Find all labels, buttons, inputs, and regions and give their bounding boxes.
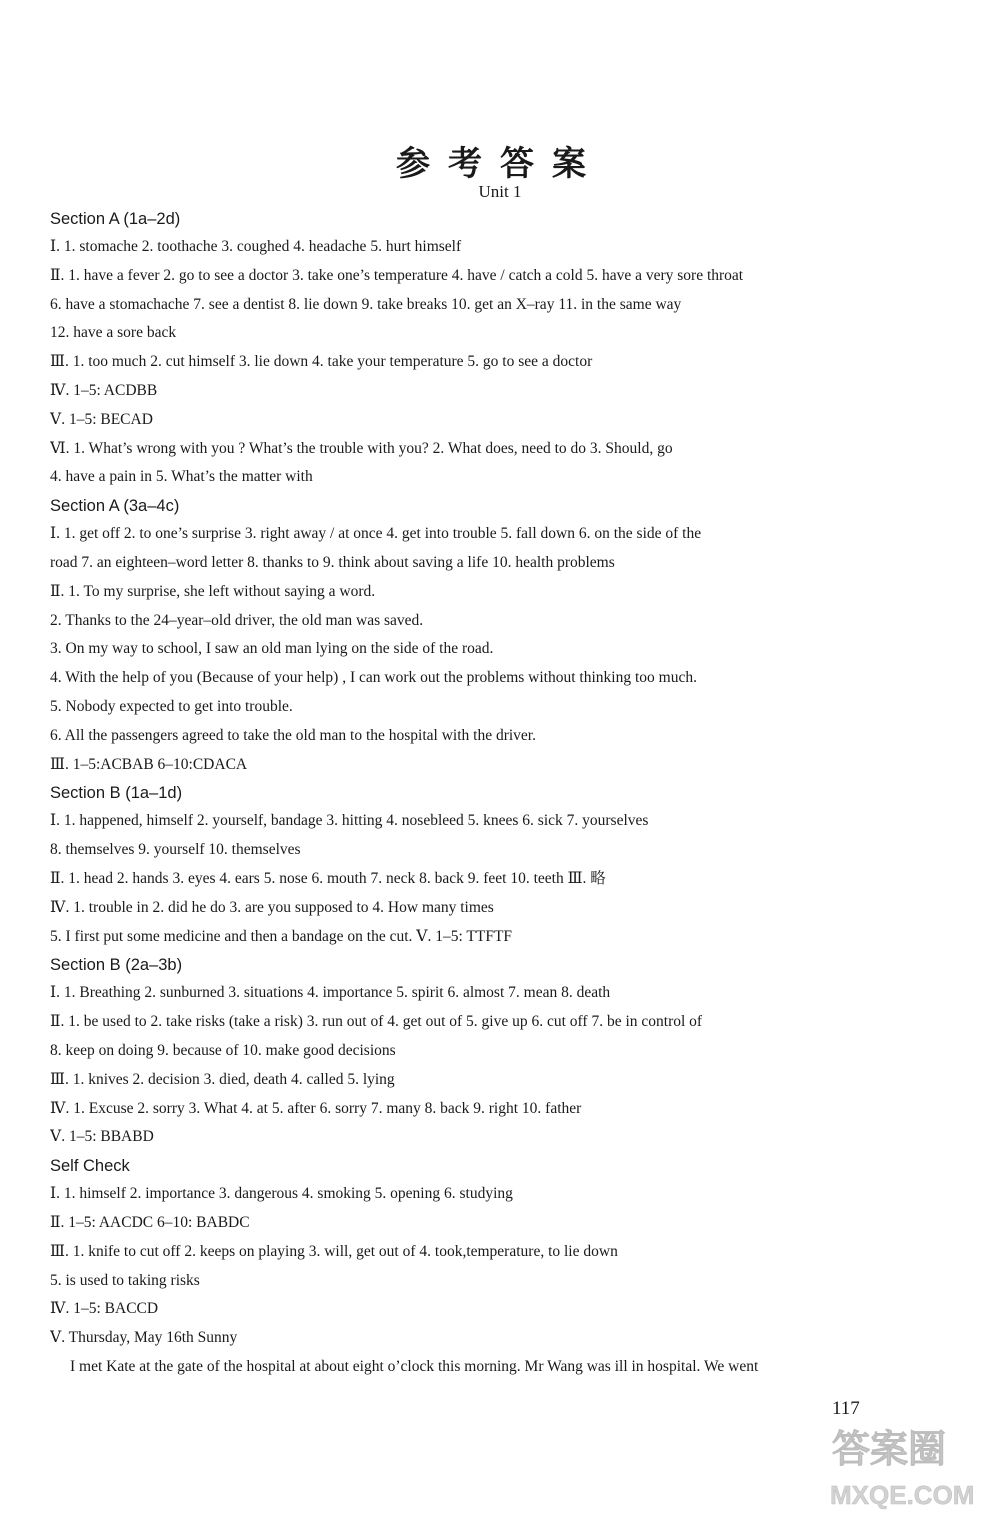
answer-paragraph: I met Kate at the gate of the hospital at about eight o’clock this morning. Mr Wang was ill in hospital. We went — [70, 1357, 759, 1375]
answer-line: 8. themselves 9. yourself 10. themselves — [50, 841, 301, 859]
answer-line: Ⅱ. 1. be used to 2. take risks (take a risk) 3. run out of 4. get out of 5. give up 6. cut off 7. be in control of — [50, 1013, 703, 1031]
answer-line: 6. have a stomachache 7. see a dentist 8. lie down 9. take breaks 10. get an X–ray 11. in the same way — [50, 295, 682, 313]
section-heading: Section B (1a–1d) — [50, 784, 183, 803]
answer-line: 5. I first put some medicine and then a bandage on the cut. Ⅴ. 1–5: TTFTF — [50, 927, 513, 945]
answer-line: 4. have a pain in 5. What’s the matter with — [50, 468, 313, 486]
answer-line: Ⅰ. 1. happened, himself 2. yourself, bandage 3. hitting 4. nosebleed 5. knees 6. sick 7. yourselves — [50, 812, 649, 830]
answer-line: Ⅵ. 1. What’s wrong with you ? What’s the trouble with you? 2. What does, need to do 3. Should, go — [50, 439, 673, 457]
answer-line: Ⅳ. 1–5: ACDBB — [50, 381, 158, 399]
answer-line: Ⅰ. 1. stomache 2. toothache 3. coughed 4. headache 5. hurt himself — [50, 238, 462, 255]
answer-line: Ⅰ. 1. get off 2. to one’s surprise 3. right away / at once 4. get into trouble 5. fall down 6. on the side of the — [50, 525, 702, 543]
answer-line: 12. have a sore back — [50, 324, 177, 342]
answer-line: Ⅳ. 1. Excuse 2. sorry 3. What 4. at 5. after 6. sorry 7. many 8. back 9. right 10. father — [50, 1099, 582, 1117]
answer-line: Ⅰ. 1. Breathing 2. sunburned 3. situations 4. importance 5. spirit 6. almost 7. mean 8. death — [50, 984, 611, 1002]
answer-line: 6. All the passengers agreed to take the old man to the hospital with the driver. — [50, 726, 536, 744]
watermark-logo — [826, 1420, 996, 1510]
answer-line: Ⅲ. 1. knife to cut off 2. keeps on playing 3. will, get out of 4. took,temperature, to lie down — [50, 1242, 618, 1260]
answer-line: Ⅴ. Thursday, May 16th Sunny — [50, 1329, 238, 1347]
answer-line: 4. With the help of you (Because of your help) , I can work out the problems without thinking too much. — [50, 669, 697, 687]
section-heading: Self Check — [50, 1157, 130, 1176]
unit-label: Unit 1 — [478, 182, 522, 201]
answer-line: Ⅴ. 1–5: BECAD — [50, 410, 153, 428]
section-heading: Section A (1a–2d) — [50, 210, 181, 228]
answer-line: road 7. an eighteen–word letter 8. thanks to 9. think about saving a life 10. health problems — [50, 553, 615, 571]
answer-content — [50, 205, 930, 1382]
page-title: 参考答案 — [396, 144, 604, 184]
watermark-chinese: 答案圈 — [832, 1427, 947, 1471]
section-heading: Section B (2a–3b) — [50, 956, 183, 975]
page-number: 117 — [832, 1398, 860, 1419]
answer-line: 8. keep on doing 9. because of 10. make good decisions — [50, 1041, 396, 1059]
answer-line: 5. is used to taking risks — [50, 1271, 200, 1289]
answer-line: Ⅱ. 1. have a fever 2. go to see a doctor 3. take one’s temperature 4. have / catch a cold 5. have a very sore throat — [50, 266, 744, 284]
answer-line: Ⅳ. 1. trouble in 2. did he do 3. are you supposed to 4. How many times — [50, 898, 494, 916]
answer-line: Ⅱ. 1–5: AACDC 6–10: BABDC — [50, 1213, 250, 1231]
answer-line: Ⅰ. 1. himself 2. importance 3. dangerous 4. smoking 5. opening 6. studying — [50, 1185, 513, 1203]
answer-line: Ⅱ. 1. head 2. hands 3. eyes 4. ears 5. nose 6. mouth 7. neck 8. back 9. feet 10. teeth Ⅲ. 略 — [50, 869, 606, 887]
answer-line: 3. On my way to school, I saw an old man lying on the side of the road. — [50, 640, 494, 658]
watermark-latin: MXQE.COM — [830, 1480, 975, 1510]
answer-line: Ⅲ. 1. too much 2. cut himself 3. lie down 4. take your temperature 5. go to see a doctor — [50, 353, 593, 371]
answer-line: 5. Nobody expected to get into trouble. — [50, 697, 293, 715]
answer-line: Ⅳ. 1–5: BACCD — [50, 1300, 159, 1318]
answer-line: Ⅲ. 1. knives 2. decision 3. died, death 4. called 5. lying — [50, 1070, 395, 1088]
section-heading: Section A (3a–4c) — [50, 497, 180, 516]
answer-line: Ⅱ. 1. To my surprise, she left without saying a word. — [50, 582, 376, 600]
answer-line: Ⅴ. 1–5: BBABD — [50, 1128, 154, 1146]
answer-line: Ⅲ. 1–5:ACBAB 6–10:CDACA — [50, 755, 248, 773]
answer-line: 2. Thanks to the 24–year–old driver, the old man was saved. — [50, 611, 424, 629]
